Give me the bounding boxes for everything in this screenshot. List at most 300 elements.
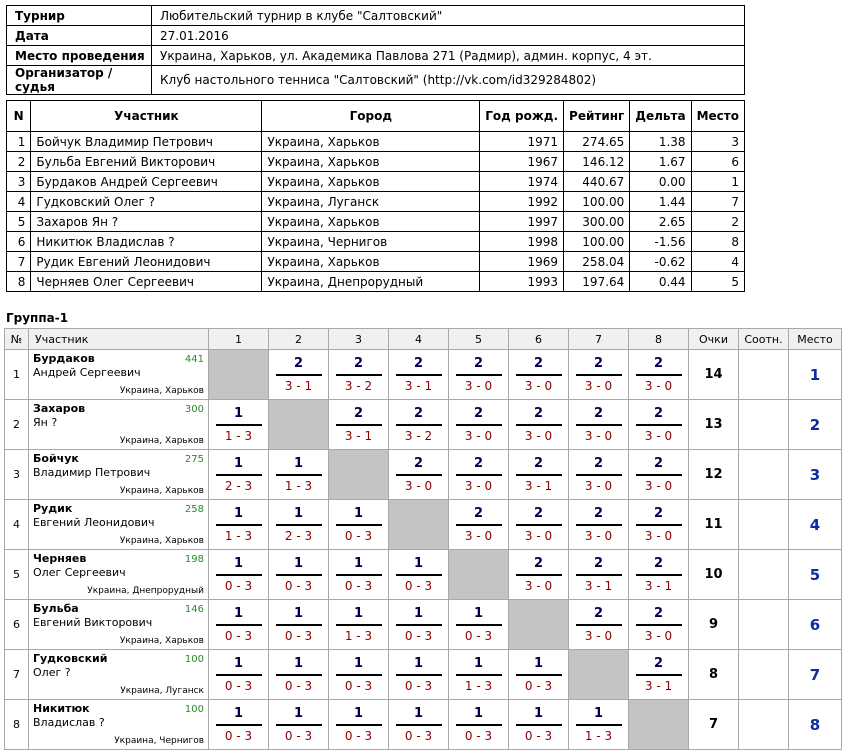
match-result-cell [329, 550, 389, 600]
match-score: 1 - 3 [284, 478, 313, 493]
col-header-city: Город [262, 101, 480, 132]
participant-delta: 1.44 [630, 192, 691, 212]
match-result-cell [389, 450, 449, 500]
match-result-cell [449, 700, 509, 750]
participant-place: 1 [691, 172, 744, 192]
result-divider [336, 374, 382, 376]
match-result-cell [389, 700, 449, 750]
match-result-cell [629, 400, 689, 450]
match-result-cell [389, 400, 449, 450]
result-divider [336, 724, 382, 726]
match-result-cell [569, 550, 629, 600]
match-points: 1 [533, 705, 544, 721]
player-info [29, 400, 208, 449]
participant-name: Бурдаков Андрей Сергеевич [31, 172, 262, 192]
result-divider [216, 724, 262, 726]
participant-rating: 197.64 [564, 272, 630, 292]
participant-year: 1998 [480, 232, 564, 252]
match-score: 3 - 0 [584, 378, 613, 393]
group-table [4, 328, 842, 750]
total-points: 7 [689, 700, 739, 750]
group-player-cell [29, 400, 209, 450]
group-col-opponent: 6 [509, 329, 569, 350]
match-points: 2 [473, 405, 484, 421]
match-points: 2 [593, 405, 604, 421]
group-row-number: 3 [5, 450, 29, 500]
match-points: 2 [473, 355, 484, 371]
group-col-place: Место [789, 329, 842, 350]
match-points: 1 [233, 455, 244, 471]
ratio-cell [739, 500, 789, 550]
ratio-cell [739, 400, 789, 450]
participant-year: 1993 [480, 272, 564, 292]
player-surname: Черняев [33, 552, 87, 565]
match-points: 1 [473, 605, 484, 621]
player-info [29, 700, 208, 749]
ratio-cell [739, 600, 789, 650]
player-rating: 100 [184, 654, 204, 665]
participants-header-row [7, 101, 745, 132]
participant-rating: 258.04 [564, 252, 630, 272]
result-divider [516, 574, 562, 576]
match-result-cell [509, 500, 569, 550]
match-result-cell [329, 650, 389, 700]
group-row [5, 550, 842, 600]
result-divider [276, 574, 322, 576]
match-result-cell [569, 450, 629, 500]
match-points: 1 [353, 705, 364, 721]
result-divider [396, 624, 442, 626]
participant-rating: 100.00 [564, 192, 630, 212]
match-points: 1 [413, 605, 424, 621]
participant-name: Захаров Ян ? [31, 212, 262, 232]
total-points: 12 [689, 450, 739, 500]
result-divider [576, 524, 622, 526]
participant-city: Украина, Харьков [262, 172, 480, 192]
group-player-cell [29, 600, 209, 650]
player-surname: Рудик [33, 502, 73, 515]
match-score: 1 - 3 [344, 628, 373, 643]
final-place: 7 [789, 650, 842, 700]
result-divider [276, 674, 322, 676]
result-divider [456, 424, 502, 426]
match-points: 1 [413, 705, 424, 721]
result-divider [276, 374, 322, 376]
match-points: 1 [533, 655, 544, 671]
group-player-cell [29, 450, 209, 500]
result-divider [336, 524, 382, 526]
player-rating: 146 [184, 604, 204, 615]
match-result-cell [329, 350, 389, 400]
group-row-number: 2 [5, 400, 29, 450]
match-result-cell [509, 350, 569, 400]
result-divider [216, 574, 262, 576]
player-city: Украина, Харьков [119, 536, 204, 546]
participant-year: 1967 [480, 152, 564, 172]
match-result-cell [569, 600, 629, 650]
participant-row [7, 272, 745, 292]
ratio-cell [739, 550, 789, 600]
match-points: 2 [353, 405, 364, 421]
result-divider [576, 724, 622, 726]
group-col-player: Участник [29, 329, 209, 350]
ratio-cell [739, 650, 789, 700]
group-col-opponent: 7 [569, 329, 629, 350]
match-score: 3 - 0 [644, 628, 673, 643]
match-result-cell [209, 650, 269, 700]
total-points: 10 [689, 550, 739, 600]
match-score: 0 - 3 [284, 578, 313, 593]
self-match-cell [629, 700, 689, 750]
match-points: 1 [293, 455, 304, 471]
participant-n: 8 [7, 272, 31, 292]
group-row [5, 400, 842, 450]
player-city: Украина, Чернигов [114, 736, 204, 746]
match-score: 0 - 3 [224, 728, 253, 743]
match-score: 1 - 3 [464, 678, 493, 693]
group-col-ratio: Соотн. [739, 329, 789, 350]
result-divider [276, 524, 322, 526]
match-score: 0 - 3 [224, 578, 253, 593]
match-score: 3 - 0 [404, 478, 433, 493]
match-score: 3 - 0 [644, 478, 673, 493]
self-match-cell [269, 400, 329, 450]
match-points: 1 [293, 555, 304, 571]
participant-delta: -1.56 [630, 232, 691, 252]
match-result-cell [269, 350, 329, 400]
match-score: 3 - 1 [404, 378, 433, 393]
group-row [5, 450, 842, 500]
participant-place: 7 [691, 192, 744, 212]
participant-city: Украина, Харьков [262, 152, 480, 172]
match-result-cell [269, 450, 329, 500]
self-match-cell [209, 350, 269, 400]
match-points: 2 [473, 455, 484, 471]
participant-delta: 0.44 [630, 272, 691, 292]
match-result-cell [209, 600, 269, 650]
result-divider [396, 474, 442, 476]
participant-rating: 274.65 [564, 132, 630, 152]
match-result-cell [569, 350, 629, 400]
col-header-year: Год рожд. [480, 101, 564, 132]
result-divider [576, 424, 622, 426]
total-points: 9 [689, 600, 739, 650]
result-divider [636, 574, 682, 576]
info-key: Организатор / судья [7, 66, 152, 95]
match-points: 2 [533, 405, 544, 421]
match-result-cell [569, 500, 629, 550]
result-divider [456, 674, 502, 676]
participant-year: 1969 [480, 252, 564, 272]
col-header-n: N [7, 101, 31, 132]
result-divider [216, 474, 262, 476]
participant-city: Украина, Луганск [262, 192, 480, 212]
match-score: 0 - 3 [524, 678, 553, 693]
group-row-number: 1 [5, 350, 29, 400]
match-result-cell [329, 600, 389, 650]
group-row-number: 4 [5, 500, 29, 550]
result-divider [216, 674, 262, 676]
match-result-cell [449, 450, 509, 500]
match-points: 2 [533, 555, 544, 571]
group-header-row [5, 329, 842, 350]
info-row [7, 6, 745, 26]
match-result-cell [569, 400, 629, 450]
participant-delta: -0.62 [630, 252, 691, 272]
group-row [5, 350, 842, 400]
match-score: 3 - 0 [464, 428, 493, 443]
participant-name: Бульба Евгений Викторович [31, 152, 262, 172]
result-divider [456, 624, 502, 626]
participant-n: 5 [7, 212, 31, 232]
match-result-cell [629, 650, 689, 700]
info-key: Турнир [7, 6, 152, 26]
final-place: 6 [789, 600, 842, 650]
participant-row [7, 132, 745, 152]
match-result-cell [389, 600, 449, 650]
result-divider [216, 524, 262, 526]
participant-place: 5 [691, 272, 744, 292]
participant-delta: 1.38 [630, 132, 691, 152]
participants-table [6, 100, 745, 292]
result-divider [576, 624, 622, 626]
info-value: Клуб настольного тенниса "Салтовский" (http://vk.com/id329284802) [152, 66, 745, 95]
result-divider [636, 424, 682, 426]
result-divider [456, 474, 502, 476]
info-row [7, 26, 745, 46]
player-info [29, 450, 208, 499]
match-result-cell [209, 450, 269, 500]
col-header-rating: Рейтинг [564, 101, 630, 132]
final-place: 3 [789, 450, 842, 500]
ratio-cell [739, 350, 789, 400]
match-points: 2 [593, 555, 604, 571]
participant-name: Черняев Олег Сергеевич [31, 272, 262, 292]
final-place: 1 [789, 350, 842, 400]
result-divider [636, 524, 682, 526]
match-score: 3 - 0 [644, 378, 673, 393]
group-row-number: 5 [5, 550, 29, 600]
result-divider [456, 374, 502, 376]
match-result-cell [269, 600, 329, 650]
match-result-cell [509, 450, 569, 500]
player-first-name: Олег ? [33, 666, 71, 679]
group-col-opponent: 8 [629, 329, 689, 350]
result-divider [636, 624, 682, 626]
player-info [29, 550, 208, 599]
match-points: 1 [413, 655, 424, 671]
group-row [5, 700, 842, 750]
match-score: 1 - 3 [584, 728, 613, 743]
group-row [5, 600, 842, 650]
total-points: 8 [689, 650, 739, 700]
group-col-opponent: 2 [269, 329, 329, 350]
match-score: 3 - 1 [284, 378, 313, 393]
match-score: 0 - 3 [344, 678, 373, 693]
participant-delta: 2.65 [630, 212, 691, 232]
group-col-points: Очки [689, 329, 739, 350]
player-first-name: Олег Сергеевич [33, 566, 126, 579]
info-value: Украина, Харьков, ул. Академика Павлова 271 (Радмир), админ. корпус, 4 эт. [152, 46, 745, 66]
match-score: 3 - 0 [524, 378, 553, 393]
info-row [7, 46, 745, 66]
participant-city: Украина, Днепрорудный [262, 272, 480, 292]
match-points: 1 [233, 505, 244, 521]
result-divider [336, 424, 382, 426]
info-row [7, 66, 745, 95]
participant-name: Бойчук Владимир Петрович [31, 132, 262, 152]
match-result-cell [389, 550, 449, 600]
final-place: 4 [789, 500, 842, 550]
match-score: 0 - 3 [404, 728, 433, 743]
participant-n: 6 [7, 232, 31, 252]
player-city: Украина, Харьков [119, 636, 204, 646]
player-surname: Бульба [33, 602, 79, 615]
match-result-cell [629, 550, 689, 600]
participant-n: 3 [7, 172, 31, 192]
match-result-cell [449, 350, 509, 400]
match-points: 2 [593, 455, 604, 471]
total-points: 13 [689, 400, 739, 450]
result-divider [576, 374, 622, 376]
player-rating: 258 [184, 504, 204, 515]
participant-city: Украина, Харьков [262, 132, 480, 152]
match-result-cell [629, 350, 689, 400]
match-result-cell [629, 500, 689, 550]
player-first-name: Владислав ? [33, 716, 105, 729]
col-header-place: Место [691, 101, 744, 132]
match-score: 3 - 0 [584, 628, 613, 643]
group-player-cell [29, 650, 209, 700]
match-points: 1 [233, 705, 244, 721]
player-surname: Захаров [33, 402, 86, 415]
result-divider [276, 474, 322, 476]
participant-row [7, 192, 745, 212]
match-score: 3 - 0 [464, 478, 493, 493]
player-surname: Гудковский [33, 652, 108, 665]
total-points: 14 [689, 350, 739, 400]
participant-n: 1 [7, 132, 31, 152]
match-points: 1 [353, 505, 364, 521]
match-score: 3 - 0 [584, 528, 613, 543]
participant-year: 1997 [480, 212, 564, 232]
participant-year: 1992 [480, 192, 564, 212]
match-points: 2 [653, 355, 664, 371]
player-city: Украина, Харьков [119, 436, 204, 446]
result-divider [336, 574, 382, 576]
group-col-n: № [5, 329, 29, 350]
result-divider [516, 724, 562, 726]
participant-place: 3 [691, 132, 744, 152]
participant-city: Украина, Харьков [262, 212, 480, 232]
match-points: 2 [533, 505, 544, 521]
result-divider [516, 374, 562, 376]
match-result-cell [209, 500, 269, 550]
match-score: 0 - 3 [404, 628, 433, 643]
tournament-info-table [6, 5, 745, 95]
match-score: 0 - 3 [344, 578, 373, 593]
match-score: 3 - 1 [344, 428, 373, 443]
player-first-name: Евгений Викторович [33, 616, 153, 629]
match-points: 2 [653, 455, 664, 471]
group-player-cell [29, 350, 209, 400]
participant-row [7, 152, 745, 172]
self-match-cell [329, 450, 389, 500]
match-result-cell [449, 500, 509, 550]
match-score: 3 - 0 [524, 578, 553, 593]
match-score: 0 - 3 [224, 628, 253, 643]
match-score: 3 - 0 [524, 428, 553, 443]
result-divider [516, 524, 562, 526]
match-score: 3 - 0 [644, 528, 673, 543]
match-points: 2 [593, 355, 604, 371]
participant-row [7, 252, 745, 272]
ratio-cell [739, 700, 789, 750]
match-result-cell [389, 650, 449, 700]
participant-place: 8 [691, 232, 744, 252]
match-result-cell [209, 700, 269, 750]
match-result-cell [389, 350, 449, 400]
player-rating: 275 [184, 454, 204, 465]
match-score: 3 - 2 [404, 428, 433, 443]
participant-city: Украина, Харьков [262, 252, 480, 272]
total-points: 11 [689, 500, 739, 550]
match-points: 2 [653, 605, 664, 621]
match-points: 1 [293, 505, 304, 521]
match-score: 1 - 3 [224, 528, 253, 543]
participant-name: Гудковский Олег ? [31, 192, 262, 212]
participant-city: Украина, Чернигов [262, 232, 480, 252]
participant-n: 7 [7, 252, 31, 272]
group-row [5, 650, 842, 700]
group-row-number: 6 [5, 600, 29, 650]
group-title: Группа-1 [6, 311, 69, 325]
match-points: 1 [293, 705, 304, 721]
result-divider [516, 674, 562, 676]
participant-row [7, 232, 745, 252]
match-result-cell [509, 550, 569, 600]
participant-row [7, 212, 745, 232]
self-match-cell [449, 550, 509, 600]
player-surname: Бойчук [33, 452, 79, 465]
match-score: 2 - 3 [284, 528, 313, 543]
result-divider [396, 724, 442, 726]
info-key: Место проведения [7, 46, 152, 66]
player-rating: 441 [184, 354, 204, 365]
match-result-cell [449, 400, 509, 450]
result-divider [276, 724, 322, 726]
participant-name: Рудик Евгений Леонидович [31, 252, 262, 272]
player-first-name: Андрей Сергеевич [33, 366, 141, 379]
match-result-cell [629, 600, 689, 650]
match-points: 2 [653, 505, 664, 521]
result-divider [456, 724, 502, 726]
match-points: 1 [233, 405, 244, 421]
match-points: 2 [653, 555, 664, 571]
match-score: 3 - 0 [644, 428, 673, 443]
result-divider [396, 374, 442, 376]
participant-name: Никитюк Владислав ? [31, 232, 262, 252]
result-divider [576, 574, 622, 576]
player-city: Украина, Харьков [119, 386, 204, 396]
match-score: 3 - 1 [584, 578, 613, 593]
match-score: 2 - 3 [224, 478, 253, 493]
match-points: 1 [413, 555, 424, 571]
match-points: 2 [593, 605, 604, 621]
final-place: 8 [789, 700, 842, 750]
result-divider [396, 674, 442, 676]
match-result-cell [269, 700, 329, 750]
